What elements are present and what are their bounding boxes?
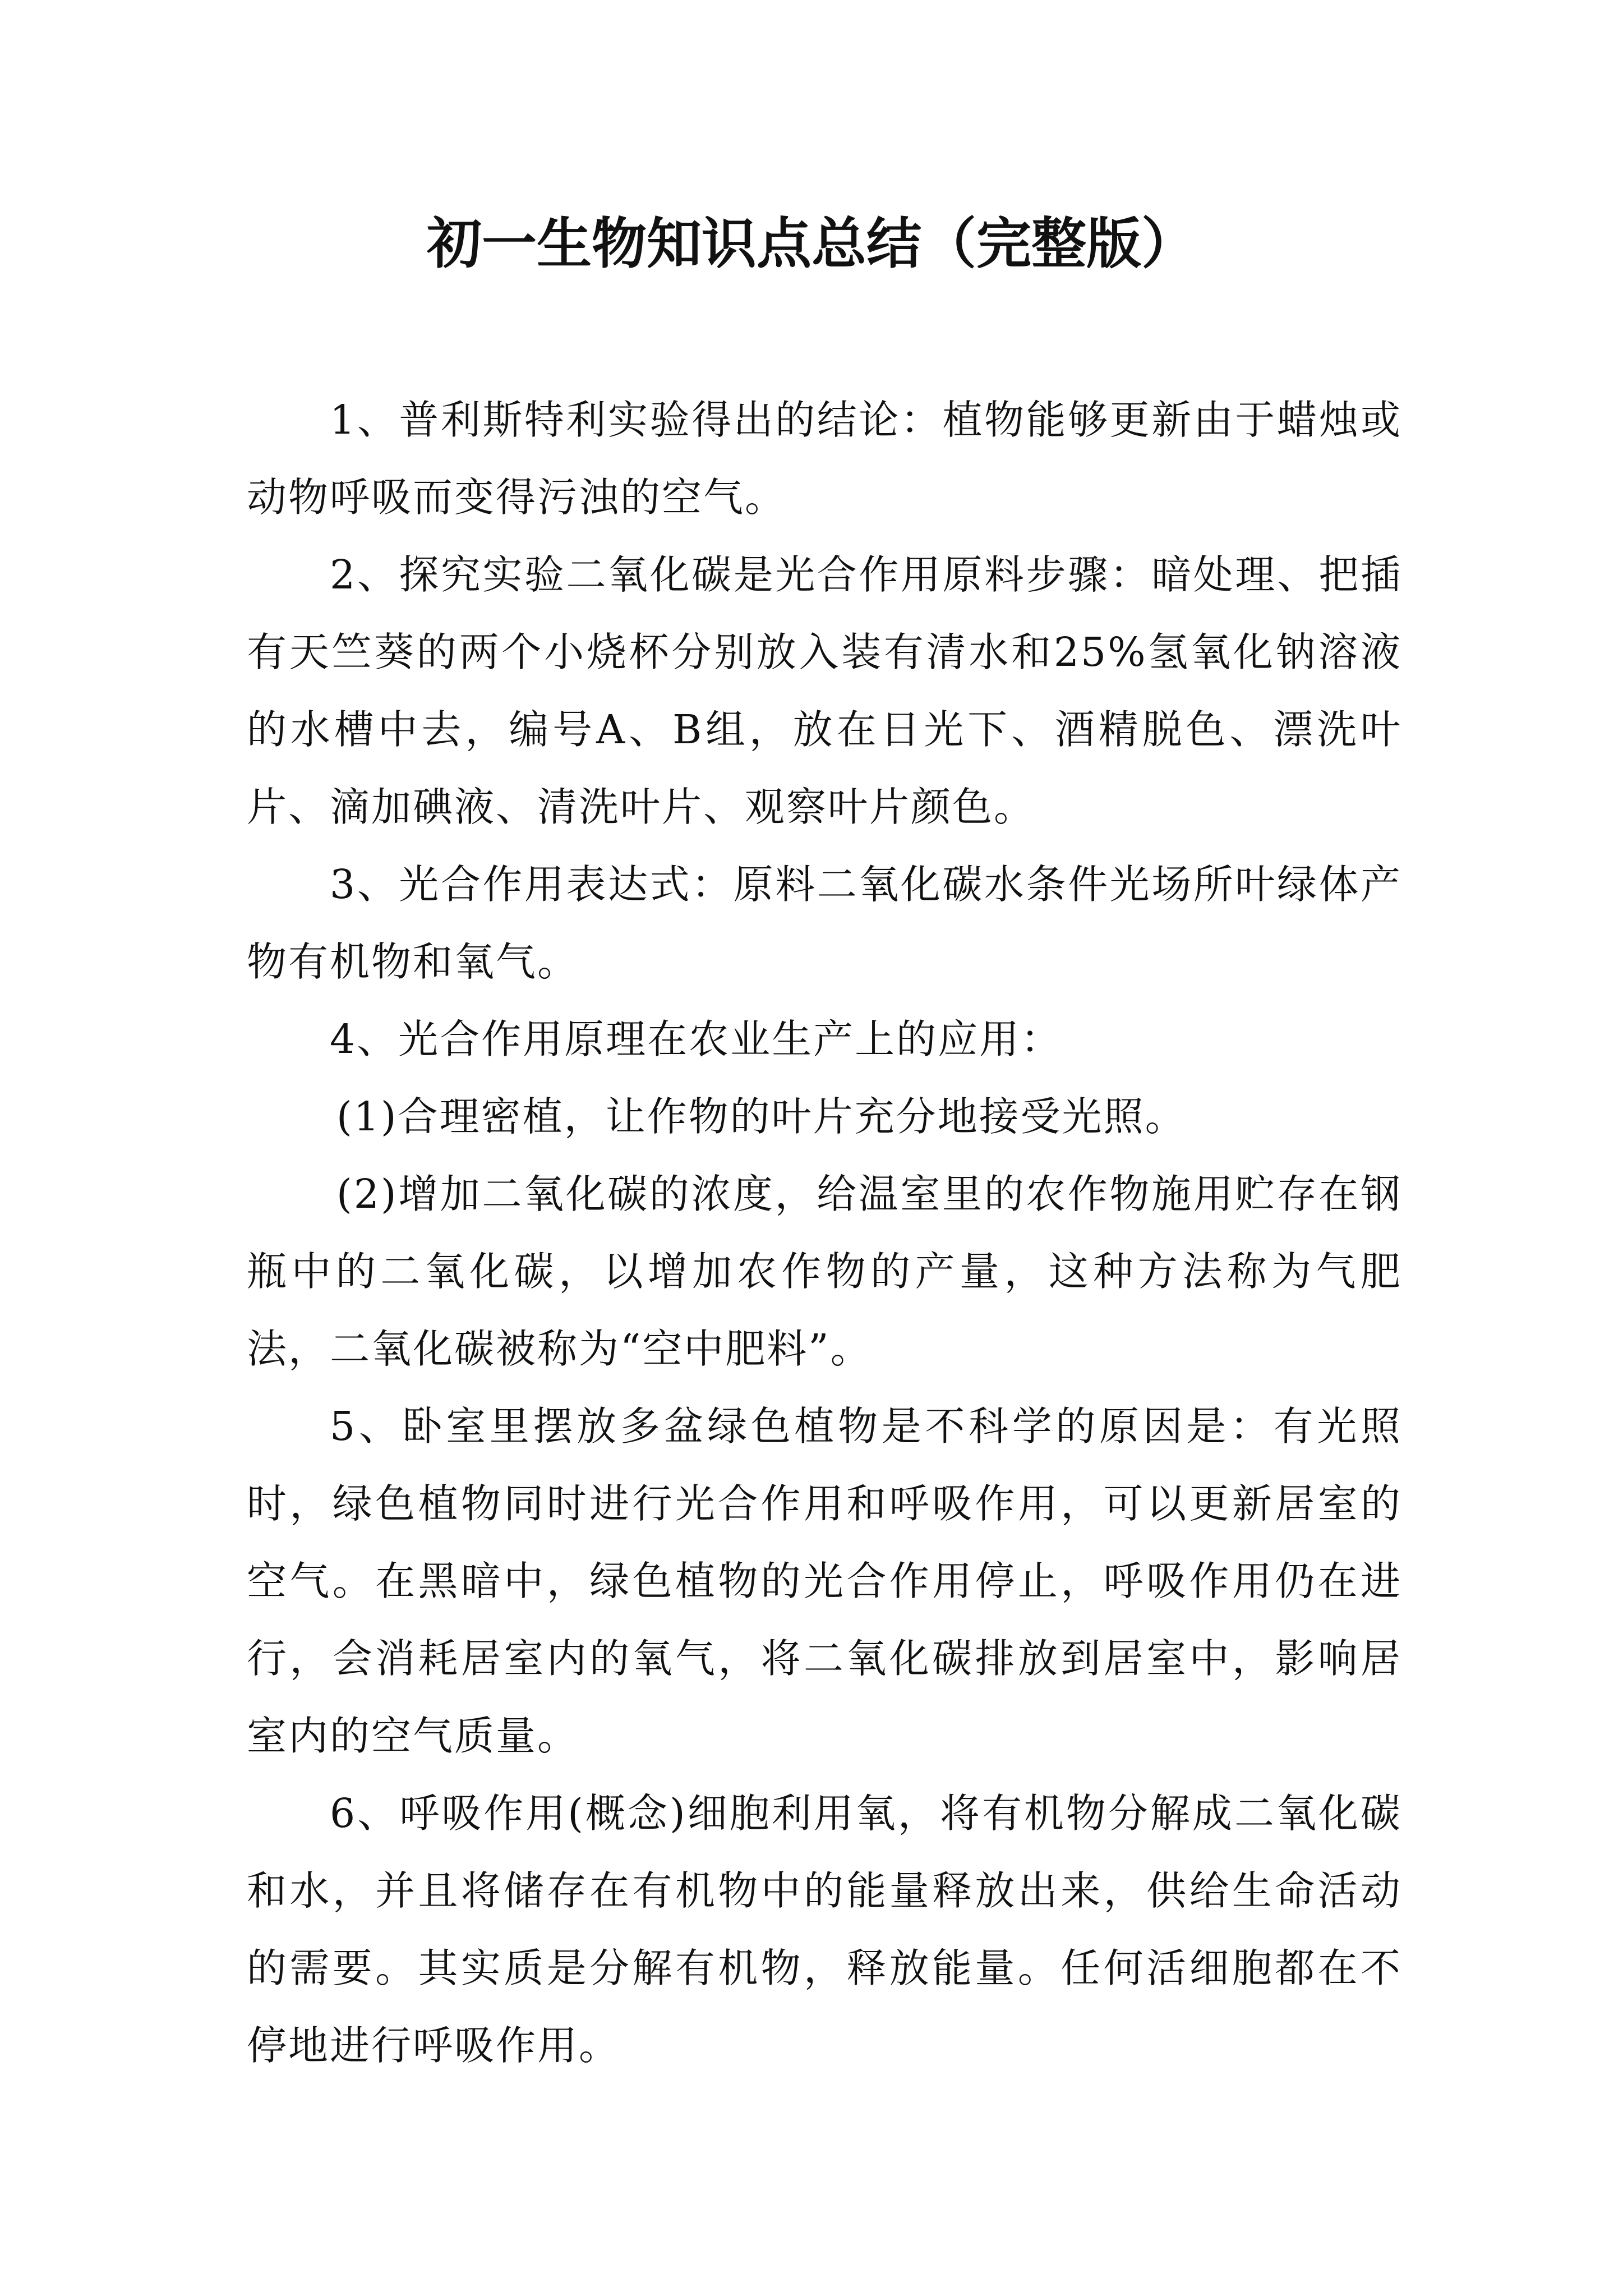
- paragraph-4-item-1: (1)合理密植，让作物的叶片充分地接受光照。: [336, 1093, 1187, 1140]
- paragraph-6: 6、呼吸作用(概念)细胞利用氧，将有机物分解成二氧化碳和水，并且将储存在有机物中的能量释放出来，供给生命活动的需要。其实质是分解有机物，释放能量。任何活细胞都在不停地进行呼吸作用。: [247, 1790, 1402, 2069]
- paragraph-5: 5、卧室里摆放多盆绿色植物是不科学的原因是：有光照时，绿色植物同时进行光合作用和呼吸作用，可以更新居室的空气。在黑暗中，绿色植物的光合作用停止，呼吸作用仍在进行，会消耗居室内的氧气，将二氧化碳排放到居室中，影响居室内的空气质量。: [247, 1403, 1402, 1759]
- paragraph-4: 4、光合作用原理在农业生产上的应用：: [330, 1016, 1063, 1062]
- paragraph-1: 1、普利斯特利实验得出的结论：植物能够更新由于蜡烛或动物呼吸而变得污浊的空气。: [247, 397, 1402, 521]
- paragraph-2: 2、探究实验二氧化碳是光合作用原料步骤：暗处理、把插有天竺葵的两个小烧杯分别放入装有清水和25%氢氧化钠溶液的水槽中去，编号A、B组，放在日光下、酒精脱色、漂洗叶片、滴加碘液、清洗叶片、观察叶片颜色。: [247, 551, 1402, 830]
- paragraph-3: 3、光合作用表达式：原料二氧化碳水条件光场所叶绿体产物有机物和氧气。: [247, 861, 1402, 985]
- paragraph-4-item-2: (2)增加二氧化碳的浓度，给温室里的农作物施用贮存在钢瓶中的二氧化碳，以增加农作物的产量，这种方法称为气肥法，二氧化碳被称为“空中肥料”。: [247, 1171, 1402, 1372]
- document-body: [247, 381, 1402, 2085]
- document-title: 初一生物知识点总结（完整版）: [426, 211, 1196, 276]
